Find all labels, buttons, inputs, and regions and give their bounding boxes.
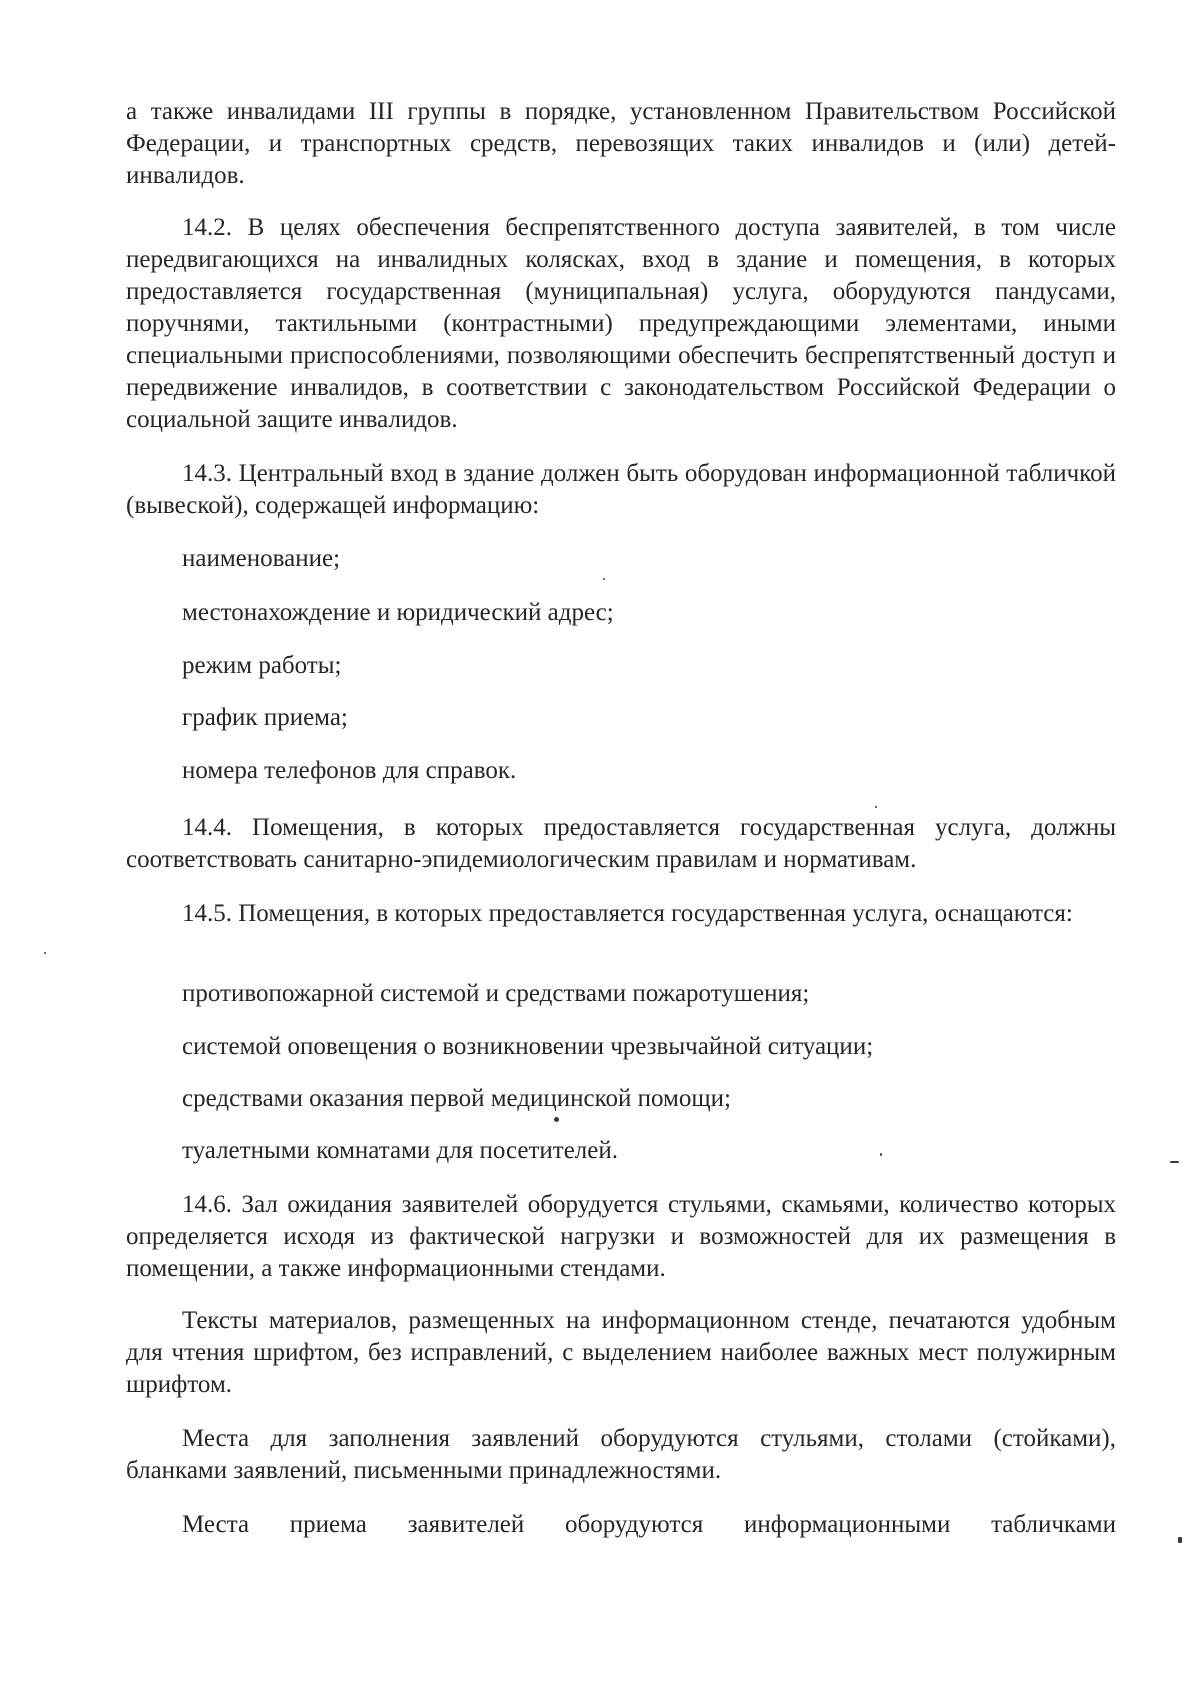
list-item bbox=[126, 650, 1116, 682]
list-item bbox=[126, 1135, 1116, 1167]
scan-speck bbox=[1178, 1537, 1182, 1543]
paragraph-continuation bbox=[126, 96, 1116, 192]
list-item-text: график приема; bbox=[182, 704, 348, 731]
paragraph-text: а также инвалидами III группы в порядке, установленном Правительством Российской Федерации, и транспортных средств, перевозящих таких инвалидов и (или) детей-инвалидов. bbox=[126, 98, 1116, 189]
list-item-text: средствами оказания первой медицинской помощи; bbox=[182, 1085, 731, 1112]
list-item bbox=[126, 978, 1116, 1010]
paragraph-places-fill bbox=[126, 1423, 1116, 1487]
list-item-text: местонахождение и юридический адрес; bbox=[182, 599, 614, 626]
paragraph-14-5 bbox=[126, 898, 1116, 930]
list-item-text: противопожарной системой и средствами пожаротушения; bbox=[182, 980, 810, 1007]
scan-speck bbox=[1170, 1161, 1179, 1163]
paragraph-text: 14.3. Центральный вход в здание должен быть оборудован информационной табличкой (вывеской), содержащей информацию: bbox=[126, 460, 1116, 519]
list-item bbox=[126, 1031, 1116, 1063]
list-item-text: номера телефонов для справок. bbox=[182, 757, 517, 784]
list-item-text: режим работы; bbox=[182, 652, 342, 679]
scan-speck bbox=[44, 952, 46, 954]
paragraph-14-4 bbox=[126, 812, 1116, 876]
paragraph-text: Тексты материалов, размещенных на информационном стенде, печатаются удобным для чтения шрифтом, без исправлений, с выделением наиболее важных мест полужирным шрифтом. bbox=[126, 1307, 1116, 1398]
paragraph-text: Места для заполнения заявлений оборудуются стульями, столами (стойками), бланками заявлений, письменными принадлежностями. bbox=[126, 1425, 1116, 1484]
paragraph-14-2 bbox=[126, 212, 1116, 436]
paragraph-text: 14.2. В целях обеспечения беспрепятственного доступа заявителей, в том числе передвигающихся на инвалидных колясках, вход в здание и помещения, в которых предоставляется государственная (муниципальная) услуга, оборудуются пандусами, поручнями, тактильными (контрастными) предупреждающими элементами, иными специальными приспособлениями, позволяющими обеспечить беспрепятственный доступ и передвижение инвалидов, в соответствии с законодательством Российской Федерации о социальной защите инвалидов. bbox=[126, 214, 1116, 433]
scan-speck bbox=[880, 1153, 882, 1156]
paragraph-14-3 bbox=[126, 458, 1116, 522]
list-item bbox=[126, 597, 1116, 629]
scan-speck bbox=[554, 1117, 559, 1122]
scan-speck bbox=[875, 806, 877, 808]
paragraph-text: 14.4. Помещения, в которых предоставляется государственная услуга, должны соответствовать санитарно-эпидемиологическим правилам и нормативам. bbox=[126, 814, 1116, 873]
list-item bbox=[126, 702, 1116, 734]
paragraph-text: 14.5. Помещения, в которых предоставляется государственная услуга, оснащаются: bbox=[182, 900, 1073, 927]
paragraph-text: 14.6. Зал ожидания заявителей оборудуется стульями, скамьями, количество которых определяется исходя из фактической нагрузки и возможностей для их размещения в помещении, а также информационными стендами. bbox=[126, 1191, 1116, 1282]
list-item bbox=[126, 755, 1116, 787]
list-item-text: наименование; bbox=[182, 545, 341, 572]
paragraph-14-6 bbox=[126, 1189, 1116, 1285]
list-item-text: туалетными комнатами для посетителей. bbox=[182, 1137, 618, 1164]
list-item bbox=[126, 543, 1116, 575]
paragraph-text: Места приема заявителей оборудуются информационными табличками bbox=[182, 1511, 1116, 1538]
scan-speck bbox=[603, 578, 605, 580]
paragraph-places-receive bbox=[126, 1509, 1116, 1541]
paragraph-texts bbox=[126, 1305, 1116, 1401]
list-item bbox=[126, 1083, 1116, 1115]
list-item-text: системой оповещения о возникновении чрезвычайной ситуации; bbox=[182, 1033, 874, 1060]
